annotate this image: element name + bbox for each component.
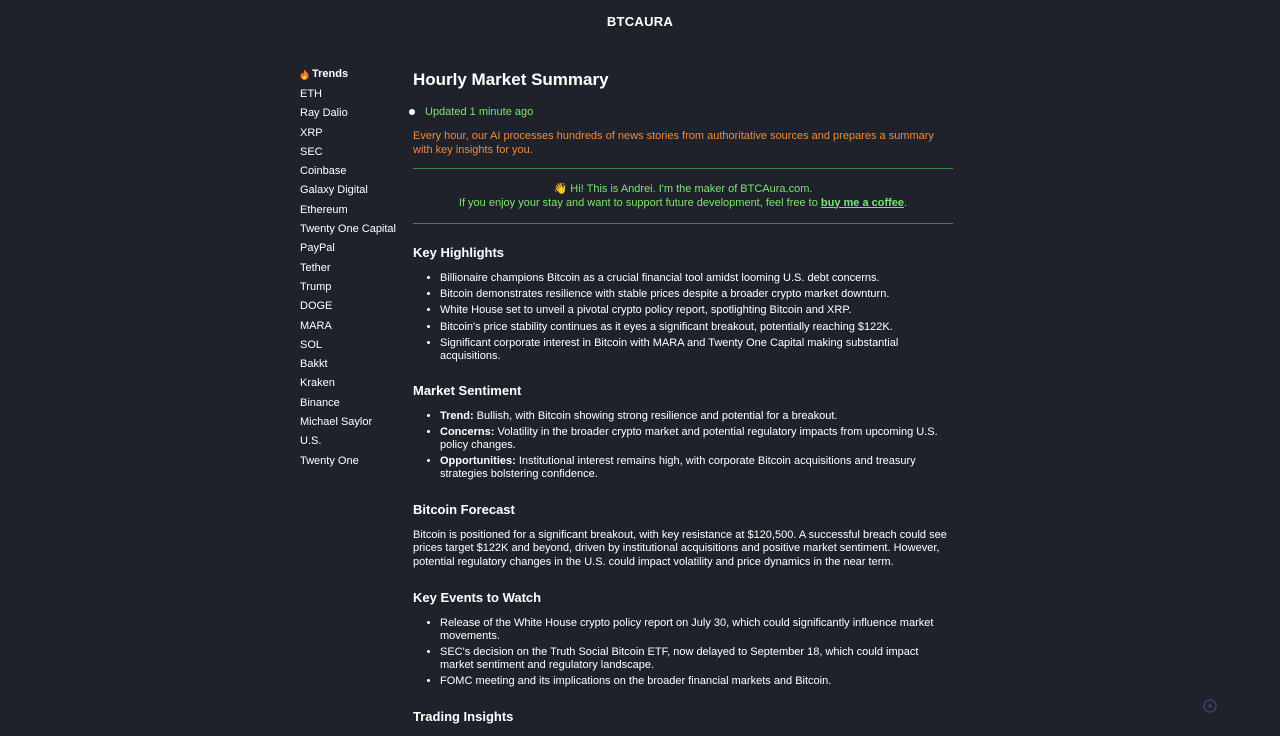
trend-item-sol[interactable]: SOL (300, 338, 323, 351)
updated-text: Updated 1 minute ago (425, 106, 534, 118)
trend-item-michael-saylor[interactable]: Michael Saylor (300, 416, 373, 429)
update-status (409, 106, 953, 118)
section-heading-forecast: Bitcoin Forecast (413, 501, 515, 517)
trend-item-us[interactable]: U.S. (300, 435, 322, 448)
section-heading-highlights: Key Highlights (413, 245, 505, 260)
trend-item-trump[interactable]: Trump (300, 280, 332, 293)
buy-coffee-link[interactable]: buy me a coffee (820, 196, 905, 209)
section-heading-events: Key Events to Watch (413, 590, 542, 606)
highlights-list (413, 272, 953, 362)
sentiment-text: Bullish, with Bitcoin showing strong resilience and potential for a breakout. (473, 410, 838, 423)
trends-title: Trends (312, 68, 349, 80)
list-item: • Release of the White House crypto policy report on July 30, which could significantly influence market movements. (440, 617, 953, 642)
trend-item-ray-dalio[interactable]: Ray Dalio (300, 107, 348, 120)
sentiment-label: Concerns: (440, 426, 495, 439)
brand-logo[interactable]: BTCAURA (606, 14, 674, 29)
trend-item-xrp[interactable]: XRP (300, 126, 323, 139)
market-summary (413, 68, 953, 736)
divider-bottom (413, 223, 953, 224)
trend-item-twenty-one-capital[interactable]: Twenty One Capital (300, 223, 396, 236)
section-heading-trading: Trading Insights (413, 708, 514, 724)
list-item: • Bitcoin's price stability continues as it eyes a significant breakout, potentially reaching $122K. (440, 321, 953, 334)
list-item (440, 410, 953, 423)
trend-item-kraken[interactable]: Kraken (300, 377, 335, 390)
list-item: • Bitcoin demonstrates resilience with stable prices despite a broader crypto market downturn. (440, 288, 953, 301)
trends-heading (300, 68, 400, 80)
trend-item-binance[interactable]: Binance (300, 396, 340, 409)
sentiment-text: Institutional interest remains high, with corporate Bitcoin acquisitions and treasury strategies bolstering confidence. (440, 455, 916, 481)
sentiment-label: Trend: (440, 410, 474, 423)
trend-item-galaxy-digital[interactable]: Galaxy Digital (300, 184, 368, 197)
list-item (440, 426, 953, 451)
support-text: If you enjoy your stay and want to support future development, feel free to (458, 196, 821, 209)
trend-item-twenty-one[interactable]: Twenty One (300, 454, 359, 467)
trend-item-eth[interactable]: ETH (300, 88, 322, 100)
trend-item-ethereum[interactable]: Ethereum (300, 203, 348, 216)
page-title: Hourly Market Summary (413, 70, 609, 89)
trends-list (300, 88, 400, 468)
list-item: • Significant corporate interest in Bitcoin with MARA and Twenty One Capital making substantial acquisitions. (440, 337, 953, 362)
live-dot-icon (409, 109, 415, 115)
trend-item-tether[interactable]: Tether (300, 261, 331, 274)
trends-sidebar (300, 68, 400, 474)
sentiment-list (413, 410, 953, 481)
support-suffix: . (904, 196, 908, 209)
list-item: • White House set to unveil a pivotal crypto policy report, spotlighting Bitcoin and XRP. (440, 304, 953, 317)
list-item: • SEC's decision on the Truth Social Bitcoin ETF, now delayed to September 18, which could impact market sentiment and regulatory landscape. (440, 646, 953, 671)
trend-item-mara[interactable]: MARA (300, 319, 332, 332)
forecast-text: Bitcoin is positioned for a significant breakout, with key resistance at $120,500. A successful breach could see prices target $122K and beyond, driven by institutional acquisitions and positive market sentiment. However, potential regulatory changes in the U.S. could impact volatility and price dynamics in the near term. (413, 528, 947, 568)
sentiment-label: Opportunities: (440, 455, 516, 468)
events-list (413, 617, 953, 688)
maker-greeting: 👋 Hi! This is Andrei. I'm the maker of BTCAura.com. (553, 183, 813, 195)
maker-note (413, 169, 953, 223)
section-heading-sentiment: Market Sentiment (413, 383, 522, 399)
sentiment-text: Volatility in the broader crypto market and potential regulatory impacts from upcoming U.S. policy changes. (440, 426, 938, 452)
trend-item-bakkt[interactable]: Bakkt (300, 358, 328, 371)
list-item (440, 455, 953, 480)
list-item: • FOMC meeting and its implications on the broader financial markets and Bitcoin. (440, 675, 953, 688)
site-header (0, 0, 1280, 44)
intro-text: Every hour, our AI processes hundreds of news stories from authoritative sources and prepares a summary with key insights for you. (413, 130, 934, 156)
fire-icon (300, 69, 309, 80)
trend-item-doge[interactable]: DOGE (300, 300, 333, 313)
list-item: • Billionaire champions Bitcoin as a crucial financial tool amidst looming U.S. debt concerns. (440, 272, 953, 285)
trend-item-sec[interactable]: SEC (300, 145, 323, 158)
trend-item-coinbase[interactable]: Coinbase (300, 165, 347, 178)
widget-icon[interactable] (1203, 699, 1217, 713)
trend-item-paypal[interactable]: PayPal (300, 242, 335, 255)
maker-support-line (413, 197, 953, 211)
